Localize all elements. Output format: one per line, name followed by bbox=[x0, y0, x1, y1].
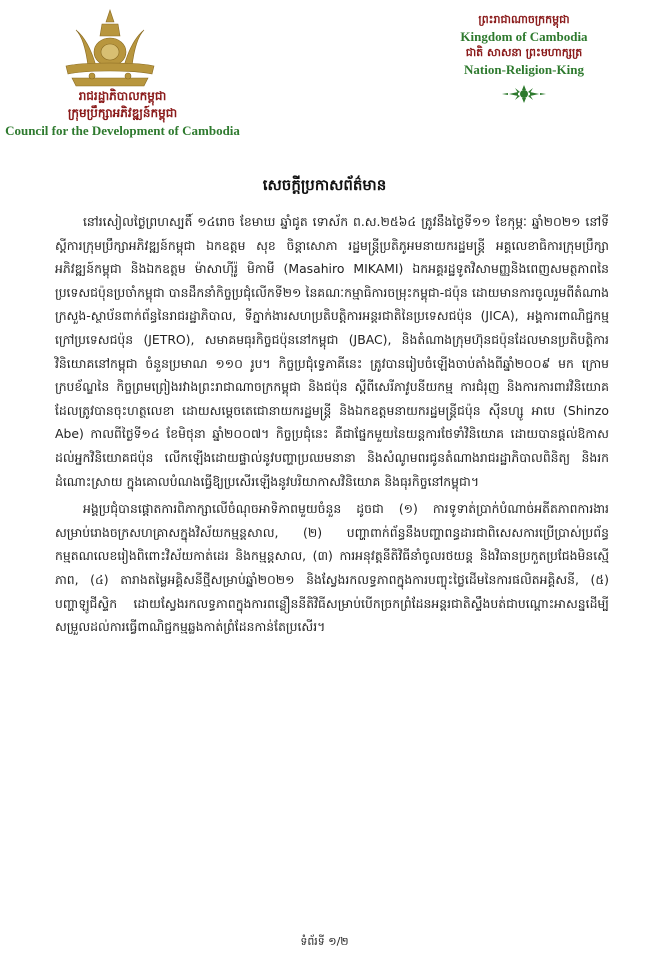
body-paragraph-1: នៅរសៀលថ្ងៃព្រហស្បតិ៍ ១៤រោច ខែមាឃ ឆ្នាំជូត ទោស័ក ព.ស.២៥៦៤ ត្រូវនឹងថ្ងៃទី១១ ខែកុម្ភៈ ឆ្នាំ២០២១ នៅទីស្តីការក្រុមប្រឹក្សាអភិវឌ្ឍន៍កម្ពុជា ឯកឧត្តម សុខ ចិន្តាសោភា រដ្ឋមន្ត្រីប្រតិភូអមនាយករដ្ឋមន្ត្រី អគ្គលេខាធិការក្រុមប្រឹក្សាអភិវឌ្ឍន៍កម្ពុជា និងឯកឧត្តម ម៉ាសាហ៊ីរ៉ូ មិកាមី (Masahiro MIKAMI) ឯកអគ្គរដ្ឋទូតវិសាមញ្ញនិងពេញសមត្ថភាពនៃប្រទេសជប៉ុនប្រចាំកម្ពុជា បានដឹកនាំកិច្ចប្រជុំលើកទី២១ នៃគណៈកម្មាធិការចម្រុះកម្ពុជា-ជប៉ុន ដោយមានការចូលរួមពីតំណាងក្រសួង-ស្ថាប័នពាក់ព័ន្ធនៃរាជរដ្ឋាភិបាល, ទីភ្នាក់ងារសហប្រតិបត្តិការអន្តរជាតិនៃប្រទេសជប៉ុន (JICA), អង្គការពាណិជ្ជកម្មក្រៅប្រទេសជប៉ុន (JETRO), សមាគមធុរកិច្ចជប៉ុននៅកម្ពុជា (JBAC), និងតំណាងក្រុមហ៊ុនជប៉ុនដែលមានប្រតិបត្តិការវិនិយោគនៅកម្ពុជា ចំនួនប្រមាណ ១១០ រូប។ កិច្ចប្រជុំទ្វេភាគីនេះ ត្រូវបានរៀបចំឡើងចាប់តាំងពីឆ្នាំ២០០៩ មក ក្រោមក្របខ័ណ្ឌនៃ កិច្ចព្រមព្រៀងរវាងព្រះរាជាណាចក្រកម្ពុជា និងជប៉ុន ស្តីពីសេរីភាវូបនីយកម្ម ការជំរុញ និងការការពារវិនិយោគ ដែលត្រូវបានចុះហត្ថលេខា ដោយសម្តេចតេជោនាយករដ្ឋមន្ត្រី និងឯកឧត្តមនាយករដ្ឋមន្ត្រីជប៉ុន ស៊ីនហ្សូ អាបេ (Shinzo Abe) កាលពីថ្ងៃទី១៤ ខែមិថុនា ឆ្នាំ២០០៧។ កិច្ចប្រជុំនេះ គឺជាផ្នែកមួយនៃយន្តការថែទាំវិនិយោគ ដោយបានផ្តល់ឱកាសដល់អ្នកវិនិយោគជប៉ុន លើកឡើងដោយផ្ទាល់នូវបញ្ហាប្រឈមនានា និងសំណូមពរជូនតំណាងរាជរដ្ឋាភិបាលពិនិត្យ និងរកដំណោះស្រាយ ក្នុងគោលបំណងធ្វើឱ្យប្រសើរឡើងនូវបរិយាកាសវិនិយោគ និងធុរកិច្ចនៅកម្ពុជា។ bbox=[55, 214, 609, 489]
org-name-km-line2: ក្រុមប្រឹក្សាអភិវឌ្ឍន៍កម្ពុជា bbox=[67, 106, 178, 120]
document-body bbox=[55, 210, 609, 639]
body-paragraph-2: អង្គប្រជុំបានផ្តោតការពិភាក្សាលើចំណុចអាទិភាពមួយចំនួន ដូចជា (១) ការទូទាត់ប្រាក់បំណាច់អតីតភាពការងារសម្រាប់រោងចក្រសហគ្រាសក្នុងវិស័យកម្មន្តសាល, (២) បញ្ហាពាក់ព័ន្ធនឹងបញ្ហាពន្ធដារជាពិសេសការប្រើប្រាស់ប្រព័ន្ធកម្មតណលេខរៀងពិពោះវិស័យកាត់ដេរ និងកម្មន្តសាល, (៣) ការអនុវត្តនីតិវិធីនាំចូលរថយន្ត និងវិធានប្រកួតប្រជែងមិនស្មើភាព, (៤) តារាងតម្លៃអគ្គិសនីថ្មីសម្រាប់ឆ្នាំ២០២១ និងស្វែងរកលទ្ធភាពក្នុងការបញ្ចុះថ្លៃដើមនៃការផលិតអគ្គិសនី, (៥) បញ្ហាឡូជីស្ទិក ដោយស្វែងរកលទ្ធភាពក្នុងការពន្លឿននីតិវិធីសម្រាប់បើកច្រកព្រំដែនអន្តរជាតិស្ទឹងបត់ជាបណ្តោះអាសន្នដើម្បីសម្រួលដល់ការធ្វើពាណិជ្ជកម្មឆ្លងកាត់ព្រំដែនកាន់តែប្រសើរ។ bbox=[55, 501, 609, 635]
tak-ornament-icon bbox=[499, 84, 549, 104]
cdc-emblem-icon bbox=[52, 6, 168, 90]
document-title: សេចក្តីប្រកាសព័ត៌មាន bbox=[262, 176, 387, 194]
page-indicator: ទំព័រទី ១/២ bbox=[300, 935, 349, 948]
kingdom-name-km: ព្រះរាជាណាចក្រកម្ពុជា bbox=[478, 13, 570, 26]
motto-km: ជាតិ សាសនា ព្រះមហាក្សត្រ bbox=[465, 46, 583, 59]
org-name-en: Council for the Development of Cambodia bbox=[5, 123, 240, 138]
motto-en: Nation-Religion-King bbox=[464, 62, 584, 77]
kingdom-name-en: Kingdom of Cambodia bbox=[460, 29, 588, 44]
org-name-km-line1: រាជរដ្ឋាភិបាលកម្ពុជា bbox=[78, 89, 167, 103]
